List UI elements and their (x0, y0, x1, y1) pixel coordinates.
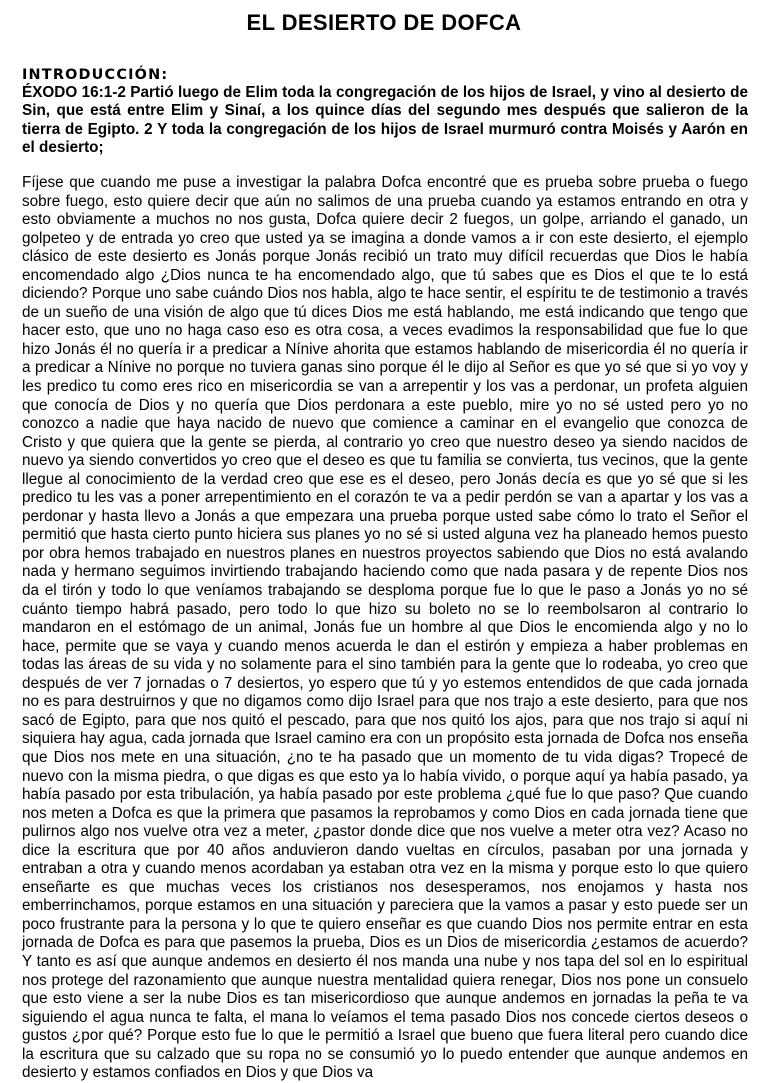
body-paragraph: Fíjese que cuando me puse a investigar la palabra Dofca encontré que es prueba sobre prueba o fuego sobre fuego, esto quiere decir que aún no salimos de una prueba cuando ya estamos entrando en otra y esto obviamente a muchos no nos gusta, Dofca quiere decir 2 fuegos, un golpe, arriando el ganado, un golpeteo y de entrada yo creo que usted ya se imagina a donde vamos a ir con este desierto, el ejemplo clásico de este desierto es Jonás porque Jonás recibió un trato muy difícil recuerdas que Dios le había encomendado algo ¿Dios nunca te ha encomendado algo, que tú sabes que es Dios el que te lo está diciendo? Porque uno sabe cuándo Dios nos habla, algo te hace sentir, el espíritu te de testimonio a través de un sueño de una visión de algo que tú dices Dios me está hablando, me está indicando que tengo que hacer esto, que uno no haga caso eso es otra cosa, a veces evadimos la responsabilidad que fue lo que hizo Jonás él no quería ir a predicar a Nínive ahorita que estamos hablando de misericordia él no quería ir a predicar a Nínive no porque no tuviera ganas sino porque él le dijo al Señor es que yo sé que si yo voy y les predico tu como eres rico en misericordia se van a arrepentir y los vas a perdonar, un profeta alguien que conocía de Dios y no quería que Dios perdonara a este pueblo, mire yo no sé usted pero yo no conozco a nadie que haya nacido de nuevo que comience a caminar en el evangelio que conozca de Cristo y que quiera que la gente se pierda, al contrario yo creo que nuestro deseo ya siendo nacidos de nuevo ya siendo convertidos yo creo que el deseo es que tu familia se convierta, tus vecinos, que la gente llegue al conocimiento de la verdad creo que ese es el deseo, pero Jonás decía es que yo sé que si les predico tu les vas a poner arrepentimiento en el corazón te va a pedir perdón se van a apartar y los vas a perdonar y hasta llevo a Jonás a que empezara una prueba porque usted sabe cómo lo trato el Señor el permitió que hasta cierto punto hiciera sus planes yo no sé si usted alguna vez ha planeado hemos puesto por obra hemos trabajado en nuestros planes en nuestros proyectos sabiendo que Dios no está avalando nada y hermano seguimos invirtiendo trabajando haciendo como que nada pasara y de repente Dios nos da el tirón y todo lo que veníamos trabajando se desploma porque fue lo que le paso a Jonás yo no sé cuánto tiempo habrá pasado, pero todo lo que hizo su boleto no se lo reembolsaron al contrario lo mandaron en el estómago de un animal, Jonás fue un hombre al que Dios le encomienda algo y no lo hace, permite que se vaya y cuando menos acuerda le dan el estirón y empieza a haber problemas en todas las áreas de su vida y no solamente para el sino también para la gente que lo rodeaba, yo creo que después de ver 7 jornadas o 7 desiertos, yo espero que tú y yo estemos entendidos de que cada jornada no es para destruirnos y que no digamos como dijo Israel para que nos trajo a este desierto, para que nos sacó de Egipto, para que nos quitó el pescado, para que nos quitó los ajos, para que nos trajo si aquí ni siquiera hay agua, cada jornada que Israel camino era con un propósito esta jornada de Dofca nos enseña que Dios nos mete en una situación, ¿no te ha pasado que un momento de tu vida digas? Tropecé de nuevo con la misma piedra, o que digas es que esto ya lo había vivido, o porque aquí ya había pasado, ya había pasado por esta tribulación, ya había pasado por este problema ¿qué fue lo que paso? Que cuando nos meten a Dofca es que la primera que pasamos la reprobamos y como Dios en cada jornada tiene que pulirnos algo nos vuelve otra vez a meter, ¿pastor donde dice que nos vuelve a meter otra vez? Acaso no dice la escritura que por 40 años anduvieron dando vueltas en círculos, pasaban por una jornada y entraban a otra y cuando menos acordaban ya estaban otra vez en la misma y porque esto lo que quiero enseñarte es que muchas veces los cristianos nos desesperamos, nos enojamos y hasta nos emberrinchamos, porque estamos en una situación y pareciera que la vamos a pasar y esto puede ser un poco frustrante para la persona y lo que te quiero enseñar es que cuando Dios nos permite entrar en esta jornada de Dofca es para que pasemos la prueba, Dios es un Dios de misericordia ¿estamos de acuerdo? Y tanto es así que aunque andemos en desierto él nos manda una nube y nos tapa del sol en lo espiritual nos protege del razonamiento que aunque nuestra mentalidad quiera renegar, Dios nos pone un consuelo que esto viene a ser la nube Dios es tan misericordioso que aunque andemos en jornadas la peña te va siguiendo el agua nunca te falta, el mana lo veíamos el tema pasado Dios nos concede ciertos deseos o gustos ¿por qué? Porque esto fue lo que le permitió a Israel que bueno que fuera literal pero cuando dice la escritura que su calzado que su ropa no se consumió yo lo puedo entender que aunque andemos en desierto y estamos confiados en Dios y que Dios va (22, 174, 748, 1082)
introduction-heading: INTRODUCCIÓN: (22, 67, 169, 83)
scripture-verse: ÉXODO 16:1-2 Partió luego de Elim toda la congregación de los hijos de Israel, y vino al desierto de Sin, que está entre Elim y Sinaí, a los quince días del segundo mes después que salieron de la tierra de Egipto. 2 Y toda la congregación de los hijos de Israel murmuró contra Moisés y Aarón en el desierto; (22, 84, 748, 157)
document-title: EL DESIERTO DE DOFCA (246, 10, 522, 35)
